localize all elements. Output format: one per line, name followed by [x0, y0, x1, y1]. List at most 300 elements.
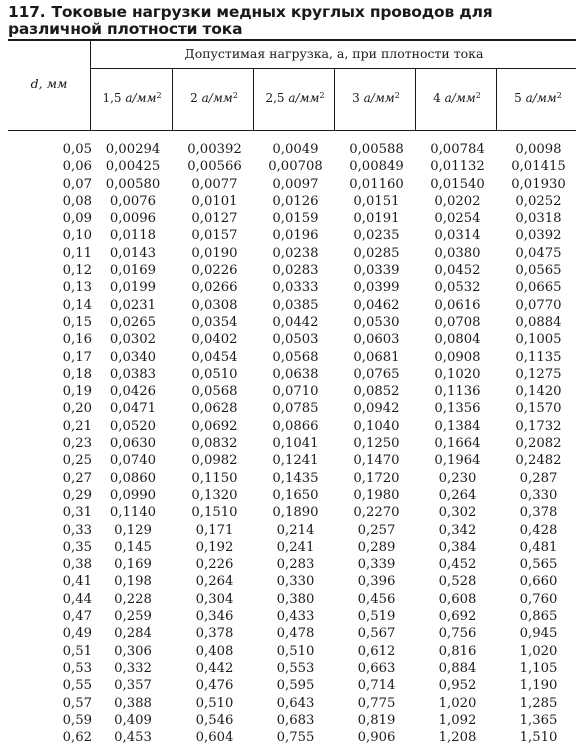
diameter-cell: 0,35	[62, 539, 92, 555]
load-cell: 0,0692	[191, 418, 238, 434]
table-row	[8, 712, 579, 729]
column-header-exponent: 2	[156, 91, 162, 100]
load-cell: 0,306	[114, 643, 152, 659]
load-cell: 0,332	[114, 660, 152, 676]
table-number: 117.	[8, 3, 46, 21]
load-cell: 0,0143	[109, 245, 157, 261]
table-row	[8, 227, 579, 244]
diameter-cell: 0,07	[62, 176, 92, 192]
load-cell: 0,0302	[109, 332, 157, 348]
load-cell: 0,0908	[434, 349, 481, 365]
load-cell: 0,264	[438, 487, 477, 503]
diameter-cell: 0,05	[62, 142, 92, 157]
load-cell: 0,604	[195, 730, 234, 746]
load-cell: 0,0392	[515, 228, 562, 244]
table-row	[8, 400, 579, 417]
table-row	[8, 487, 579, 504]
load-cell: 0,884	[438, 660, 477, 676]
load-cell: 0,0568	[272, 349, 319, 365]
load-cell: 0,230	[438, 470, 477, 486]
load-cell: 0,339	[357, 557, 396, 573]
load-cell: 0,169	[114, 557, 152, 573]
load-cell: 0,1435	[272, 470, 319, 486]
load-cell: 0,408	[195, 643, 234, 659]
diameter-cell: 0,51	[62, 643, 92, 659]
load-cell: 0,214	[276, 522, 315, 538]
table-row	[8, 539, 579, 556]
load-cell: 0,0385	[272, 297, 319, 313]
load-cell: 0,567	[357, 626, 396, 642]
load-cell: 0,0254	[434, 211, 481, 227]
load-cell: 0,0462	[353, 297, 400, 313]
column-header-value: 3	[352, 91, 360, 105]
load-cell: 0,0990	[109, 487, 157, 503]
load-cell: 0,1384	[434, 418, 481, 434]
load-cell: 0,289	[357, 539, 396, 555]
column-header	[336, 91, 416, 105]
table-row	[8, 418, 579, 435]
load-cell: 0,1140	[109, 505, 157, 521]
load-cell: 0,428	[519, 522, 558, 538]
load-cell: 0,228	[114, 591, 152, 607]
load-cell: 0,865	[519, 609, 558, 625]
column-header	[174, 91, 254, 105]
load-cell: 0,0077	[191, 176, 238, 192]
load-cell: 0,775	[357, 695, 396, 711]
load-cell: 0,0238	[272, 245, 319, 261]
load-cell: 0,1241	[272, 453, 319, 469]
table-row	[8, 452, 579, 469]
load-cell: 0,378	[195, 626, 234, 642]
load-cell: 0,2482	[515, 453, 562, 469]
load-cell: 0,952	[438, 678, 477, 694]
load-cell: 0,01415	[511, 159, 566, 175]
column-header-unit: а/мм	[363, 91, 395, 105]
load-cell: 0,00580	[105, 176, 161, 192]
load-cell: 0,0285	[353, 245, 400, 261]
load-cell: 0,388	[114, 695, 152, 711]
load-cell: 0,0785	[272, 401, 319, 417]
diameter-cell: 0,31	[62, 505, 92, 521]
column-divider	[253, 69, 254, 131]
load-cell: 0,0520	[109, 418, 157, 434]
load-cell: 0,00708	[268, 159, 323, 175]
column-header-unit: а/мм	[525, 91, 557, 105]
diameter-cell: 0,53	[62, 660, 92, 676]
load-cell: 0,0866	[272, 418, 319, 434]
load-cell: 0,129	[114, 522, 152, 538]
load-cell: 0,396	[357, 574, 396, 590]
column-header-exponent: 2	[394, 91, 400, 100]
load-cell: 0,478	[276, 626, 315, 642]
table-row	[8, 349, 579, 366]
diameter-cell: 0,59	[62, 712, 92, 728]
load-cell: 0,0339	[353, 263, 400, 279]
load-cell: 0,241	[276, 539, 315, 555]
load-cell: 0,00566	[187, 159, 242, 175]
load-cell: 0,433	[276, 609, 315, 625]
load-cell: 0,0860	[109, 470, 157, 486]
table-title-text: Токовые нагрузки медных круглых проводов для различной плотности тока	[8, 3, 493, 38]
load-cell: 0,00849	[349, 159, 404, 175]
load-cell: 0,595	[276, 678, 315, 694]
load-cell: 0,302	[438, 505, 477, 521]
diameter-cell: 0,57	[62, 695, 92, 711]
diameter-cell: 0,27	[62, 470, 92, 486]
load-cell: 0,756	[438, 626, 477, 642]
load-cell: 0,476	[195, 678, 234, 694]
load-cell: 0,1964	[434, 453, 481, 469]
load-cell: 0,198	[114, 574, 152, 590]
load-cell: 0,0169	[109, 263, 157, 279]
load-cell: 0,0628	[191, 401, 238, 417]
load-cell: 0,0710	[272, 384, 319, 400]
load-cell: 0,378	[519, 505, 558, 521]
diameter-cell: 0,09	[62, 211, 92, 227]
load-cell: 0,0235	[353, 228, 400, 244]
load-cell: 0,342	[438, 522, 477, 538]
load-cell: 0,0982	[191, 453, 238, 469]
load-cell: 0,00425	[105, 159, 161, 175]
table-row	[8, 643, 579, 660]
column-header-value: 5	[514, 91, 522, 105]
load-cell: 0,0196	[272, 228, 319, 244]
diameter-cell: 0,29	[62, 487, 92, 503]
load-cell: 0,1420	[515, 384, 562, 400]
load-cell: 0,1136	[434, 384, 481, 400]
load-cell: 0,287	[519, 470, 558, 486]
load-cell: 0,0804	[434, 332, 481, 348]
diameter-cell: 0,16	[62, 332, 92, 348]
load-cell: 0,346	[195, 609, 234, 625]
diameter-cell: 0,21	[62, 418, 92, 434]
load-cell: 0,171	[195, 522, 234, 538]
load-cell: 0,2270	[353, 505, 400, 521]
column-header	[255, 91, 335, 105]
load-cell: 0,0770	[515, 297, 562, 313]
column-header-unit: а/мм	[201, 91, 233, 105]
load-cell: 0,0475	[515, 245, 562, 261]
table-row	[8, 556, 579, 573]
diameter-cell: 0,17	[62, 349, 92, 365]
table-row	[8, 314, 579, 331]
load-cell: 0,00294	[105, 142, 161, 157]
column-header-exponent: 2	[232, 91, 238, 100]
load-cell: 0,0190	[191, 245, 238, 261]
column-header-exponent: 2	[475, 91, 481, 100]
load-cell: 0,945	[519, 626, 558, 642]
load-cell: 0,257	[357, 522, 396, 538]
load-cell: 0,00588	[349, 142, 404, 157]
load-cell: 0,1041	[272, 436, 319, 452]
load-cell: 0,0740	[109, 453, 157, 469]
column-header-unit: а/мм	[444, 91, 476, 105]
load-cell: 0,0681	[353, 349, 400, 365]
diameter-cell: 0,23	[62, 436, 92, 452]
diameter-cell: 0,33	[62, 522, 92, 538]
diameter-cell: 0,62	[62, 730, 92, 746]
diameter-cell: 0,18	[62, 366, 92, 382]
diameter-cell: 0,44	[62, 591, 92, 607]
column-header-exponent: 2	[319, 91, 325, 100]
load-cell: 0,510	[195, 695, 234, 711]
load-cell: 0,0603	[353, 332, 400, 348]
load-cell: 0,755	[276, 730, 315, 746]
load-cell: 0,0942	[353, 401, 400, 417]
load-cell: 0,0852	[353, 384, 400, 400]
load-cell: 0,2082	[515, 436, 562, 452]
top-rule	[8, 39, 576, 41]
load-cell: 0,0231	[109, 297, 157, 313]
load-cell: 0,226	[195, 557, 234, 573]
load-cell: 0,0399	[353, 280, 400, 296]
load-cell: 0,01930	[511, 176, 566, 192]
load-cell: 0,1356	[434, 401, 481, 417]
load-cell: 0,0283	[272, 263, 319, 279]
table-row	[8, 210, 579, 227]
diameter-cell: 0,10	[62, 228, 92, 244]
load-cell: 0,0098	[515, 142, 562, 157]
load-cell: 0,0638	[272, 366, 319, 382]
load-cell: 1,190	[519, 678, 558, 694]
table-row	[8, 695, 579, 712]
load-cell: 0,0354	[191, 314, 238, 330]
load-cell: 0,0265	[109, 314, 157, 330]
load-cell: 0,0333	[272, 280, 319, 296]
load-cell: 0,0532	[434, 280, 481, 296]
diameter-cell: 0,15	[62, 314, 92, 330]
load-cell: 0,0442	[272, 314, 319, 330]
table-row	[8, 522, 579, 539]
load-cell: 0,0118	[109, 228, 157, 244]
diameter-cell: 0,55	[62, 678, 92, 694]
diameter-cell: 0,38	[62, 557, 92, 573]
load-cell: 0,0126	[272, 193, 319, 209]
load-cell: 0,01132	[430, 159, 485, 175]
table-row	[8, 573, 579, 590]
load-cell: 0,0665	[515, 280, 562, 296]
diameter-cell: 0,19	[62, 384, 92, 400]
load-cell: 0,1664	[434, 436, 481, 452]
load-cell: 0,906	[357, 730, 396, 746]
current-load-table	[8, 141, 579, 746]
column-header-value: 2,5	[265, 91, 285, 105]
load-cell: 0,283	[276, 557, 315, 573]
load-cell: 0,0191	[353, 211, 400, 227]
load-cell: 0,608	[438, 591, 477, 607]
table-title	[8, 4, 568, 38]
load-cell: 0,1890	[272, 505, 319, 521]
load-cell: 0,304	[195, 591, 234, 607]
load-cell: 0,0049	[272, 142, 319, 157]
load-cell: 0,1320	[191, 487, 238, 503]
load-cell: 0,0380	[434, 245, 481, 261]
load-cell: 0,259	[114, 609, 152, 625]
table-row	[8, 297, 579, 314]
load-cell: 0,0340	[109, 349, 157, 365]
load-cell: 0,00392	[187, 142, 242, 157]
load-cell: 0,00784	[430, 142, 485, 157]
load-cell: 0,0510	[191, 366, 238, 382]
table-row	[8, 625, 579, 642]
table-row	[8, 245, 579, 262]
table-row	[8, 279, 579, 296]
load-cell: 0,0630	[109, 436, 157, 452]
load-cell: 0,0503	[272, 332, 319, 348]
diameter-cell: 0,20	[62, 401, 92, 417]
table-row	[8, 608, 579, 625]
diameter-cell: 0,12	[62, 263, 92, 279]
diameter-cell: 0,25	[62, 453, 92, 469]
load-cell: 0,528	[438, 574, 477, 590]
column-header	[417, 91, 497, 105]
load-cell: 0,01540	[430, 176, 485, 192]
load-cell: 0,264	[195, 574, 234, 590]
load-cell: 1,510	[519, 730, 558, 746]
load-cell: 1,105	[519, 660, 558, 676]
load-cell: 0,384	[438, 539, 477, 555]
load-cell: 0,1470	[353, 453, 400, 469]
table-row	[8, 193, 579, 210]
load-cell: 0,1275	[515, 366, 562, 382]
load-cell: 0,0314	[434, 228, 481, 244]
load-cell: 0,0708	[434, 314, 481, 330]
diameter-cell: 0,47	[62, 609, 92, 625]
table-row	[8, 591, 579, 608]
load-cell: 0,0765	[353, 366, 400, 382]
load-cell: 0,1005	[515, 332, 562, 348]
column-header	[92, 91, 172, 105]
column-header	[498, 91, 578, 105]
load-cell: 0,456	[357, 591, 396, 607]
load-cell: 0,442	[195, 660, 234, 676]
load-cell: 0,0127	[191, 211, 238, 227]
load-cell: 0,760	[519, 591, 558, 607]
load-cell: 0,452	[438, 557, 477, 573]
load-cell: 1,208	[438, 730, 477, 746]
load-cell: 0,663	[357, 660, 396, 676]
load-cell: 0,510	[276, 643, 315, 659]
load-cell: 0,0832	[191, 436, 238, 452]
load-cell: 0,692	[438, 609, 477, 625]
table-row	[8, 729, 579, 746]
load-cell: 0,0565	[515, 263, 562, 279]
load-cell: 0,0884	[515, 314, 562, 330]
load-cell: 0,546	[195, 712, 234, 728]
load-cell: 0,612	[357, 643, 396, 659]
column-divider	[496, 69, 497, 131]
load-cell: 0,0454	[191, 349, 238, 365]
load-cell: 0,0097	[272, 176, 319, 192]
load-cell: 0,453	[114, 730, 152, 746]
load-cell: 1,285	[519, 695, 558, 711]
load-cell: 0,192	[195, 539, 234, 555]
load-cell: 0,0383	[109, 366, 157, 382]
load-cell: 0,481	[519, 539, 558, 555]
load-cell: 0,409	[114, 712, 152, 728]
load-cell: 0,1135	[515, 349, 562, 365]
load-cell: 0,1020	[434, 366, 481, 382]
load-cell: 0,0568	[191, 384, 238, 400]
load-cell: 0,0199	[109, 280, 157, 296]
load-cell: 0,0318	[515, 211, 562, 227]
load-cell: 0,565	[519, 557, 558, 573]
table-row	[8, 383, 579, 400]
load-cell: 0,0159	[272, 211, 319, 227]
load-cell: 0,0452	[434, 263, 481, 279]
load-cell: 0,0530	[353, 314, 400, 330]
column-divider	[172, 69, 173, 131]
load-cell: 0,1040	[353, 418, 400, 434]
load-cell: 0,816	[438, 643, 477, 659]
d-column-header: d, мм	[30, 76, 68, 91]
load-cell: 0,380	[276, 591, 315, 607]
load-cell: 0,643	[276, 695, 315, 711]
span-header: Допустимая нагрузка, а, при плотности тока	[184, 46, 484, 61]
load-cell: 0,1720	[353, 470, 400, 486]
table-row	[8, 141, 579, 158]
table-row	[8, 470, 579, 487]
column-header-exponent: 2	[556, 91, 562, 100]
column-header-value: 4	[433, 91, 441, 105]
load-cell: 0,0157	[191, 228, 238, 244]
table-row	[8, 504, 579, 521]
load-cell: 0,01160	[349, 176, 404, 192]
load-cell: 0,330	[276, 574, 315, 590]
column-header-value: 1,5	[102, 91, 122, 105]
load-cell: 0,0226	[191, 263, 238, 279]
diameter-cell: 0,08	[62, 193, 92, 209]
load-cell: 0,0308	[191, 297, 238, 313]
load-cell: 0,1510	[191, 505, 238, 521]
diameter-cell: 0,49	[62, 626, 92, 642]
load-cell: 0,0151	[353, 193, 400, 209]
diameter-cell: 0,14	[62, 297, 92, 313]
load-cell: 0,0471	[109, 401, 157, 417]
load-cell: 0,660	[519, 574, 558, 590]
load-cell: 0,0101	[191, 193, 238, 209]
load-cell: 0,1150	[191, 470, 238, 486]
table-row	[8, 331, 579, 348]
load-cell: 0,1250	[353, 436, 400, 452]
load-cell: 0,330	[519, 487, 558, 503]
load-cell: 0,357	[114, 678, 152, 694]
table-row	[8, 435, 579, 452]
table-row	[8, 366, 579, 383]
column-header-unit: а/мм	[288, 91, 320, 105]
load-cell: 1,020	[519, 643, 558, 659]
table-row	[8, 677, 579, 694]
load-cell: 1,092	[438, 712, 477, 728]
diameter-cell: 0,13	[62, 280, 92, 296]
diameter-cell: 0,41	[62, 574, 92, 590]
load-cell: 1,020	[438, 695, 477, 711]
load-cell: 0,145	[114, 539, 152, 555]
load-cell: 0,1570	[515, 401, 562, 417]
load-cell: 0,819	[357, 712, 396, 728]
load-cell: 0,0266	[191, 280, 238, 296]
load-cell: 0,714	[357, 678, 396, 694]
load-cell: 0,0616	[434, 297, 481, 313]
column-divider	[334, 69, 335, 131]
load-cell: 0,0076	[109, 193, 157, 209]
load-cell: 0,1980	[353, 487, 400, 503]
load-cell: 1,365	[519, 712, 558, 728]
load-cell: 0,0426	[109, 384, 157, 400]
column-header-value: 2	[190, 91, 198, 105]
load-cell: 0,0402	[191, 332, 238, 348]
load-cell: 0,1650	[272, 487, 319, 503]
